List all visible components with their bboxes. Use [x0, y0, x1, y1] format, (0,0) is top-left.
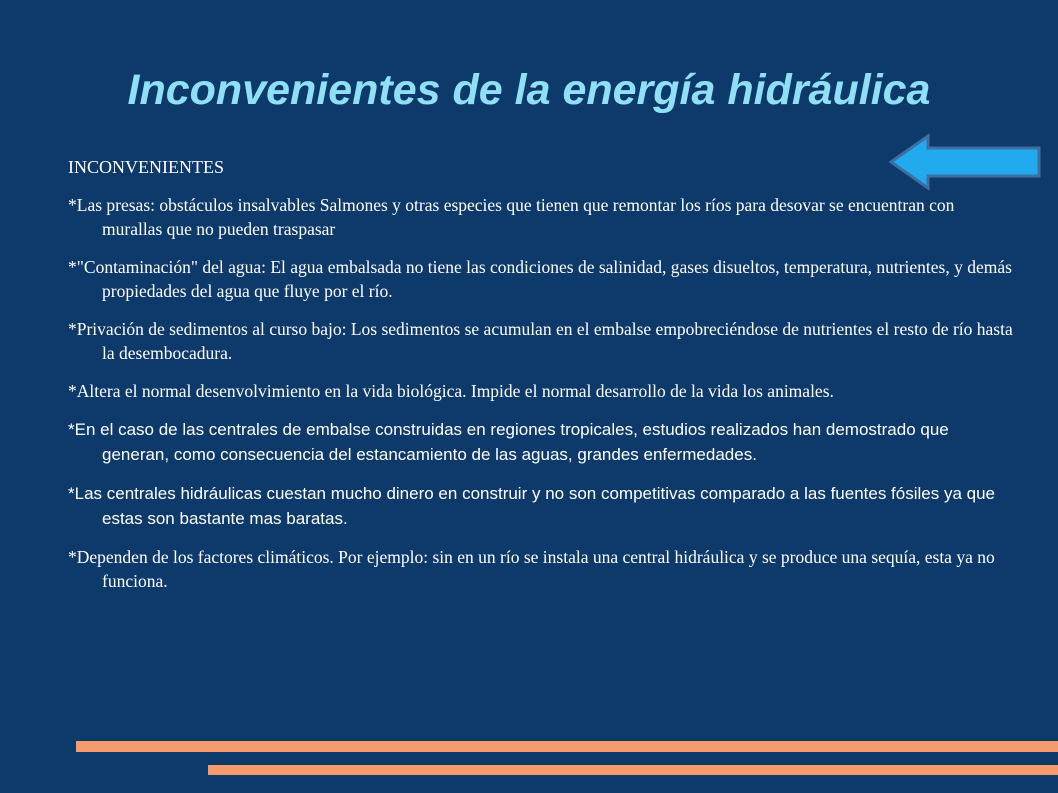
bullet-item: *Las centrales hidráulicas cuestan mucho dinero en construir y no son competitivas comparado a las fuentes fósiles ya que estas son bastante mas baratas. [68, 484, 996, 528]
accent-bar-bottom [208, 765, 1058, 775]
bullet-item: *Privación de sedimentos al curso bajo: Los sedimentos se acumulan en el embalse empobreciéndose de nutrientes el resto de río hasta la desembocadura. [68, 319, 1013, 363]
accent-bar-top [76, 741, 1058, 752]
bullet-item: *Altera el normal desenvolvimiento en la vida biológica. Impide el normal desarrollo de la vida los animales. [68, 381, 834, 401]
bullet-item: *Dependen de los factores climáticos. Por ejemplo: sin en un río se instala una central hidráulica y se produce una sequía, esta ya no funciona. [68, 547, 995, 591]
bullet-item: *Las presas: obstáculos insalvables Salmones y otras especies que tienen que remontar los ríos para desovar se encuentran con murallas que no pueden traspasar [68, 195, 955, 239]
bullet-item: *En el caso de las centrales de embalse construidas en regiones tropicales, estudios realizados han demostrado que generan, como consecuencia del estancamiento de las aguas, grandes enfermedades. [68, 420, 949, 464]
section-heading: INCONVENIENTES [68, 157, 224, 177]
slide-title: Inconvenientes de la energía hidráulica [127, 66, 931, 114]
bullet-item: *"Contaminación" del agua: El agua embalsada no tiene las condiciones de salinidad, gases disueltos, temperatura, nutrientes, y demás propiedades del agua que fluye por el río. [68, 257, 1012, 301]
slide-content [68, 155, 1013, 607]
